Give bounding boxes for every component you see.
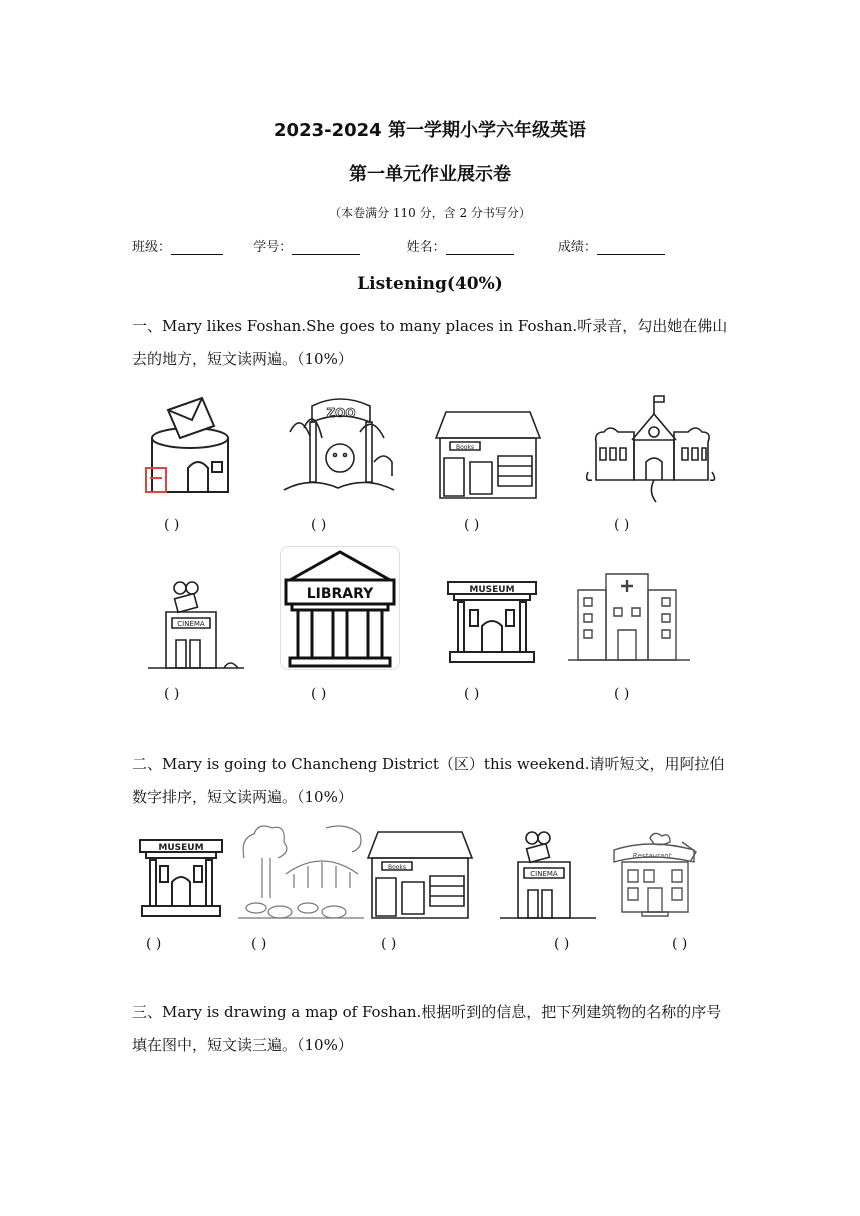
question-1-text: 一、Mary likes Foshan.She goes to many places in Foshan.听录音，勾出她在佛山去的地方，短文读两遍。（10%） bbox=[132, 317, 728, 368]
question-3-text: 三、Mary is drawing a map of Foshan.根据听到的信息，把下列建筑物的名称的序号填在图中，短文读三遍。（10%） bbox=[132, 1003, 722, 1054]
q2-blank-3[interactable]: ( ) bbox=[381, 936, 397, 952]
post-office-picture bbox=[140, 392, 240, 504]
score-blank[interactable] bbox=[597, 240, 665, 255]
score-note: （本卷满分 110 分，含 2 分书写分） bbox=[329, 206, 531, 220]
q2-blank-5[interactable]: ( ) bbox=[672, 936, 688, 952]
bookstore-picture bbox=[432, 408, 544, 500]
name-label: 姓名： bbox=[406, 240, 446, 255]
q2-museum-picture bbox=[136, 830, 226, 918]
q2-blank-1[interactable]: ( ) bbox=[146, 936, 162, 952]
q2-restaurant-picture bbox=[610, 830, 700, 918]
name-blank[interactable] bbox=[446, 240, 514, 255]
q1-row1-blank-3[interactable]: ( ) bbox=[464, 517, 480, 533]
q2-blank-2[interactable]: ( ) bbox=[251, 936, 267, 952]
class-blank[interactable] bbox=[171, 240, 223, 255]
school-picture bbox=[584, 392, 718, 504]
museum-picture bbox=[444, 572, 540, 664]
zoo-picture bbox=[280, 392, 398, 496]
q2-blank-4[interactable]: ( ) bbox=[554, 936, 570, 952]
q2-cinema-sign: CINEMA bbox=[530, 870, 558, 878]
question-2-text: 二、Mary is going to Chancheng District（区）this weekend.请听短文，用阿拉伯数字排序，短文读两遍。（10%） bbox=[132, 755, 725, 806]
q1-row2-blank-4[interactable]: ( ) bbox=[614, 686, 630, 702]
hospital-picture bbox=[566, 572, 692, 664]
library-sign: LIBRARY bbox=[306, 586, 374, 602]
student-info-line bbox=[132, 236, 665, 255]
q1-row1-blank-1[interactable]: ( ) bbox=[164, 517, 180, 533]
q1-row2-blank-1[interactable]: ( ) bbox=[164, 686, 180, 702]
library-picture bbox=[280, 546, 400, 670]
cinema-sign: CINEMA bbox=[177, 620, 205, 628]
q2-bookstore-picture bbox=[366, 828, 474, 920]
section-listening-heading: Listening(40%) bbox=[357, 274, 503, 294]
q2-cinema-picture bbox=[498, 828, 598, 920]
q2-bookstore-sign: Books bbox=[387, 864, 407, 871]
class-label: 班级： bbox=[132, 240, 172, 255]
q1-row2-blank-2[interactable]: ( ) bbox=[311, 686, 327, 702]
q2-restaurant-sign: Restaurant bbox=[632, 852, 672, 860]
zoo-sign: ZOO bbox=[326, 406, 356, 420]
q1-row1-blank-4[interactable]: ( ) bbox=[614, 517, 630, 533]
bookstore-sign: Books bbox=[455, 444, 475, 451]
q2-park-picture bbox=[236, 818, 366, 922]
number-blank[interactable] bbox=[292, 240, 360, 255]
exam-title: 2023-2024 第一学期小学六年级英语 bbox=[274, 120, 586, 141]
q1-row2-blank-3[interactable]: ( ) bbox=[464, 686, 480, 702]
number-label: 学号： bbox=[253, 240, 293, 255]
cinema-picture bbox=[146, 578, 246, 670]
q1-row1-blank-2[interactable]: ( ) bbox=[311, 517, 327, 533]
q2-museum-sign: MUSEUM bbox=[158, 843, 204, 853]
museum-sign: MUSEUM bbox=[469, 585, 515, 595]
score-label: 成绩： bbox=[557, 240, 597, 255]
exam-subtitle: 第一单元作业展示卷 bbox=[349, 164, 511, 185]
